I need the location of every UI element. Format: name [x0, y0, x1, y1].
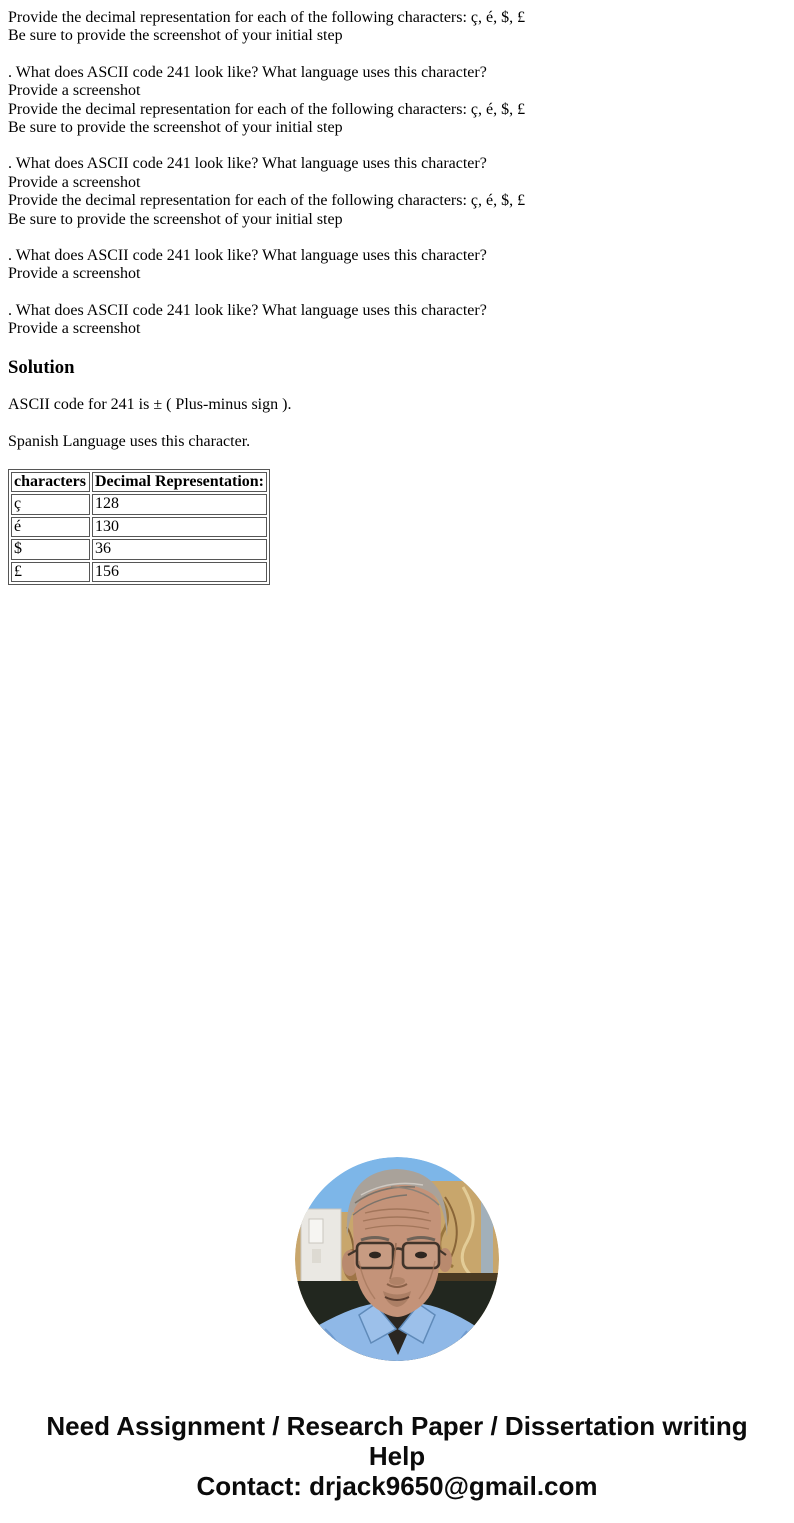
table-row [11, 539, 267, 559]
table-row [11, 494, 267, 514]
question-line: . What does ASCII code 241 look like? What language uses this character? [8, 63, 487, 81]
question-line: Provide a screenshot [8, 265, 141, 283]
table-cell-character: £ [11, 562, 90, 582]
table-cell-character: é [11, 517, 90, 537]
table-cell-decimal: 156 [92, 562, 267, 582]
question-paragraph-1 [8, 9, 786, 46]
tutor-avatar-illustration [295, 1157, 499, 1361]
solution-heading: Solution [8, 356, 75, 378]
table-row [11, 517, 267, 537]
question-line: Provide the decimal representation for each of the following characters: ç, é, $, £ [8, 100, 526, 118]
table-cell-character: ç [11, 494, 90, 514]
question-line: Provide the decimal representation for each of the following characters: ç, é, $, £ [8, 9, 526, 26]
question-line: Provide a screenshot [8, 82, 141, 100]
question-line: Provide a screenshot [8, 173, 141, 191]
question-line: . What does ASCII code 241 look like? What language uses this character? [8, 247, 487, 265]
table-cell-decimal: 130 [92, 517, 267, 537]
footer-contact-email: Contact: drjack9650@gmail.com [196, 1471, 598, 1502]
footer-banner [0, 1411, 794, 1501]
table-cell-character: $ [11, 539, 90, 559]
question-line: Be sure to provide the screenshot of your initial step [8, 119, 343, 137]
question-paragraph-4 [8, 247, 786, 284]
question-line: Provide a screenshot [8, 320, 141, 338]
question-paragraph-3 [8, 155, 786, 229]
footer-help-heading: Need Assignment / Research Paper / Dissertation writing Help [46, 1411, 748, 1472]
table-header-decimal: Decimal Representation: [92, 472, 267, 492]
characters-table [8, 469, 270, 585]
table-cell-decimal: 128 [92, 494, 267, 514]
question-line: . What does ASCII code 241 look like? What language uses this character? [8, 155, 487, 173]
question-line: Be sure to provide the screenshot of your initial step [8, 210, 343, 228]
tutor-avatar-photo [295, 1157, 499, 1361]
question-line: . What does ASCII code 241 look like? What language uses this character? [8, 301, 487, 319]
question-content [0, 0, 794, 585]
table-header-row [11, 472, 267, 492]
question-paragraph-2 [8, 64, 786, 138]
solution-language-text: Spanish Language uses this character. [8, 432, 251, 450]
table-header-characters: characters [11, 472, 90, 492]
table-cell-decimal: 36 [92, 539, 267, 559]
solution-answer-text: ASCII code for 241 is ± ( Plus-minus sign ). [8, 396, 292, 414]
question-line: Provide the decimal representation for each of the following characters: ç, é, $, £ [8, 192, 526, 210]
question-line: Be sure to provide the screenshot of your initial step [8, 27, 343, 45]
question-paragraph-5 [8, 302, 786, 339]
table-row [11, 562, 267, 582]
